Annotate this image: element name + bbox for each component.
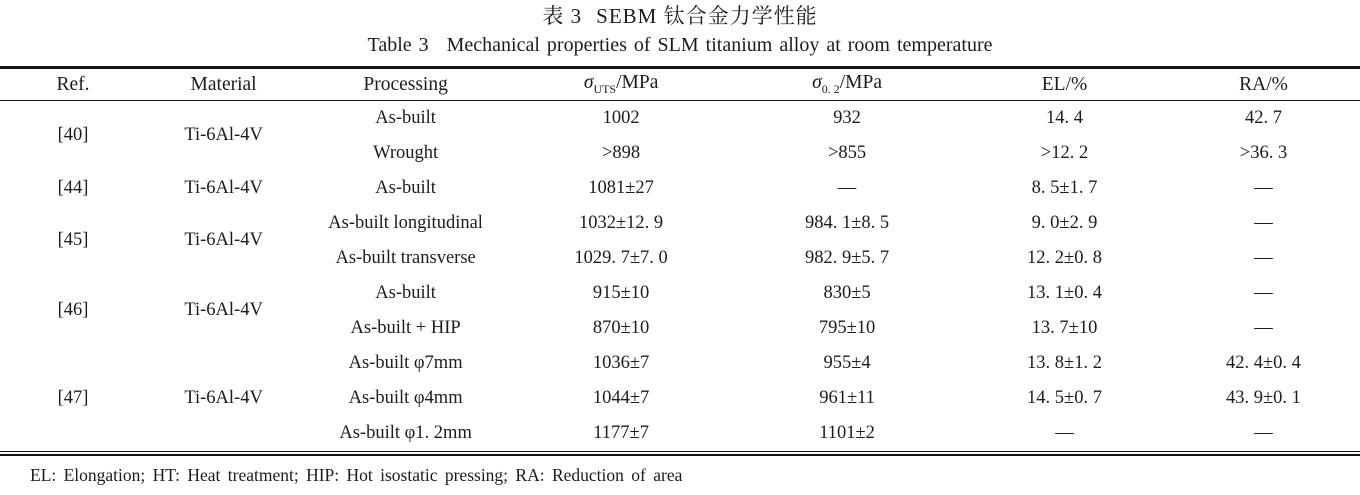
table-title-chinese-text: SEBM 钛合金力学性能 (596, 4, 818, 28)
el-cell: 9. 0±2. 9 (1031, 212, 1098, 233)
el-cell: 12. 2±0. 8 (1027, 247, 1102, 268)
column-header-processing: Processing (301, 68, 510, 101)
uts-cell: 1036±7 (592, 352, 650, 373)
el-cell: 14. 5±0. 7 (1027, 387, 1102, 408)
table-footnote: EL: Elongation; HT: Heat treatment; HIP: Hot isostatic pressing; RA: Reduction of area (30, 464, 683, 485)
ra-cell: 43. 9±0. 1 (1226, 387, 1301, 408)
material-cell: Ti-6Al-4V (184, 230, 263, 250)
ra-cell: 42. 7 (1244, 107, 1282, 128)
material-cell: Ti-6Al-4V (184, 177, 263, 198)
yield-cell: 795±10 (818, 317, 876, 338)
yield-cell: 830±5 (823, 282, 871, 303)
yield-cell: >855 (827, 142, 867, 163)
table-row (0, 206, 1360, 241)
uts-unit: /MPa (616, 72, 659, 94)
yield-cell: 932 (833, 107, 861, 128)
table-row (0, 346, 1360, 381)
processing-cell: As-built φ4mm (348, 387, 463, 408)
material-cell: Ti-6Al-4V (184, 387, 263, 408)
yield-unit: /MPa (839, 72, 882, 94)
yield-cell: — (837, 177, 857, 198)
processing-cell: As-built (375, 107, 436, 128)
table-bottom-rule-thin (0, 451, 1360, 452)
processing-cell: As-built (375, 177, 436, 198)
processing-cell: Wrought (373, 142, 439, 163)
ra-cell: — (1254, 422, 1273, 443)
el-cell: 13. 7±10 (1031, 317, 1098, 338)
processing-cell: As-built transverse (335, 247, 476, 268)
ra-cell: — (1254, 282, 1273, 303)
uts-cell: >898 (602, 142, 641, 163)
processing-cell: As-built φ1. 2mm (339, 422, 472, 443)
el-cell: 13. 1±0. 4 (1027, 282, 1102, 303)
table-title-chinese (0, 3, 1360, 30)
material-cell: Ti-6Al-4V (184, 125, 263, 146)
table-row (0, 171, 1360, 206)
el-cell: >12. 2 (1040, 142, 1089, 163)
el-cell: 13. 8±1. 2 (1027, 352, 1102, 373)
yield-cell: 1101±2 (819, 422, 875, 443)
yield-cell: 961±11 (819, 387, 875, 408)
ra-cell: — (1254, 212, 1273, 233)
uts-cell: 1177±7 (593, 422, 649, 443)
yield-cell: 982. 9±5. 7 (804, 247, 890, 268)
processing-cell: As-built + HIP (350, 317, 461, 338)
header-row (0, 68, 1360, 101)
processing-cell: As-built φ7mm (348, 352, 463, 373)
el-cell: 8. 5±1. 7 (1031, 177, 1098, 198)
column-header-material: Material (146, 68, 301, 101)
table-title-english-text: Mechanical properties of SLM titanium alloy at room temperature (446, 34, 993, 56)
ra-cell: — (1254, 177, 1273, 198)
yield-cell: 955±4 (823, 352, 871, 373)
sigma-symbol: σ (812, 72, 822, 94)
uts-cell: 1081±27 (588, 177, 654, 198)
table-row (0, 101, 1360, 136)
column-header-uts (510, 68, 732, 101)
uts-cell: 870±10 (592, 317, 650, 338)
ref-cell: [40] (57, 125, 89, 146)
column-header-ra: RA/% (1167, 68, 1360, 101)
uts-subscript: UTS (593, 81, 617, 96)
uts-cell: 1032±12. 9 (579, 212, 664, 233)
ra-cell: — (1254, 317, 1273, 338)
properties-table (0, 66, 1360, 451)
table-title-english (0, 31, 1360, 59)
table-bottom-rule-thick (0, 454, 1360, 456)
ref-cell: [45] (57, 230, 89, 250)
ref-cell: [46] (57, 300, 89, 320)
processing-cell: As-built longitudinal (328, 212, 483, 233)
yield-cell: 984. 1±8. 5 (804, 212, 890, 233)
ra-cell: 42. 4±0. 4 (1226, 352, 1301, 373)
column-header-ref: Ref. (0, 68, 146, 101)
uts-cell: 1029. 7±7. 0 (574, 247, 668, 268)
ref-cell: [47] (57, 387, 89, 408)
column-header-el: EL/% (962, 68, 1167, 101)
table-number-english: Table 3 (367, 34, 429, 56)
ra-cell: >36. 3 (1239, 142, 1288, 163)
uts-cell: 1002 (602, 107, 640, 128)
uts-cell: 1044±7 (592, 387, 650, 408)
el-cell: — (1055, 422, 1074, 443)
material-cell: Ti-6Al-4V (184, 300, 263, 320)
sigma-symbol: σ (583, 72, 594, 94)
processing-cell: As-built (375, 282, 436, 303)
table-row (0, 276, 1360, 311)
uts-cell: 915±10 (592, 282, 650, 303)
table-number-chinese: 表 3 (542, 4, 583, 28)
ra-cell: — (1254, 247, 1273, 268)
el-cell: 14. 4 (1046, 107, 1083, 128)
column-header-yield (732, 68, 962, 101)
ref-cell: [44] (57, 177, 89, 198)
yield-subscript: 0. 2 (821, 81, 840, 96)
